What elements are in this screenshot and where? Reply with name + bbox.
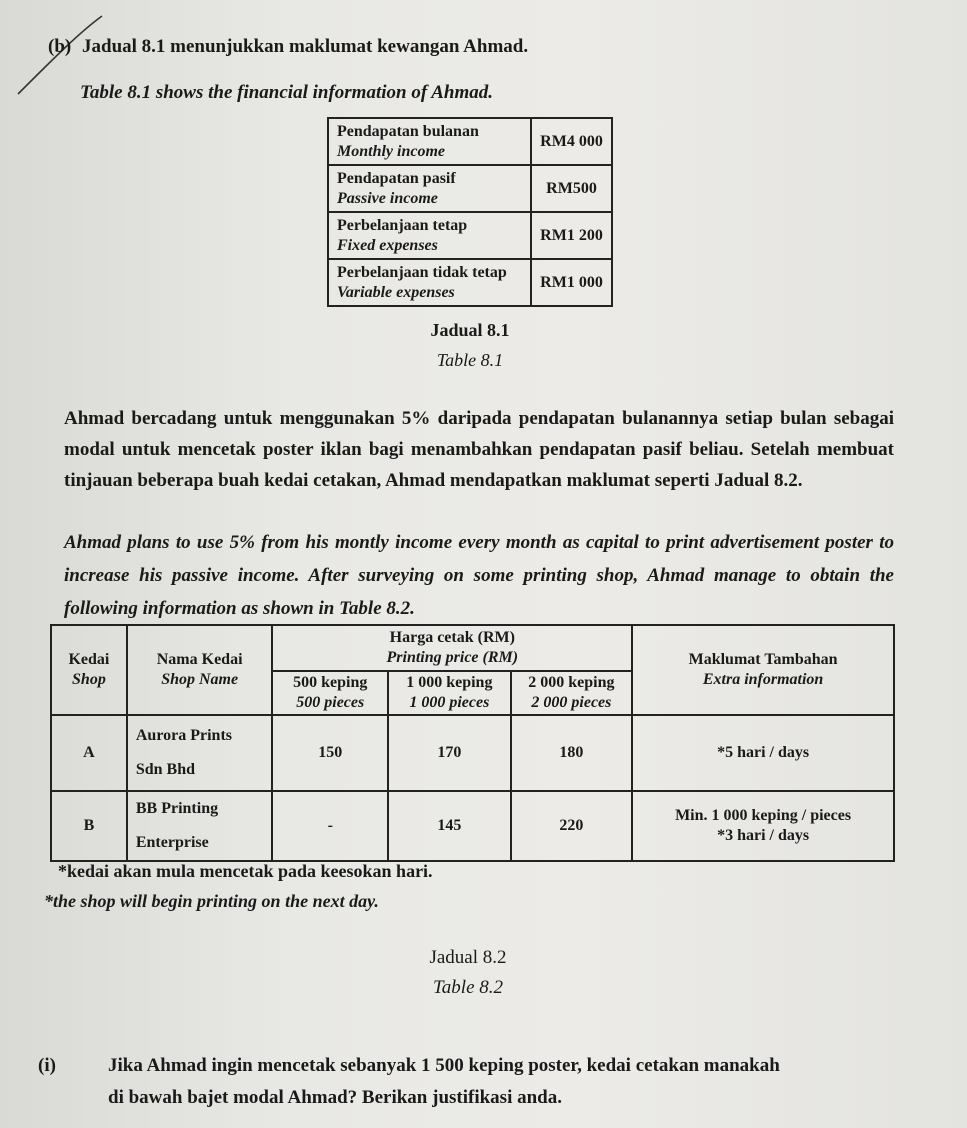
printing-shops-table <box>50 624 895 862</box>
table-row <box>51 791 894 861</box>
header-qty-1000 <box>388 671 511 715</box>
table-row <box>328 212 612 259</box>
subquestion <box>38 1050 918 1114</box>
shop-code: B <box>51 791 127 861</box>
row-value: RM4 000 <box>531 118 612 165</box>
shop-name <box>127 791 273 861</box>
price-2000: 180 <box>511 715 633 791</box>
header-extra-en: Extra information <box>702 671 824 688</box>
price-2000: 220 <box>511 791 633 861</box>
table2-caption-ms: Jadual 8.2 <box>429 947 507 968</box>
header-qty-2000 <box>511 671 633 715</box>
shop-name-line: BB Printing <box>135 800 219 817</box>
row-value: RM500 <box>531 165 612 212</box>
qty-ms: 1 000 keping <box>406 674 493 691</box>
shop-name <box>127 715 273 791</box>
label-en: Fixed expenses <box>337 236 438 254</box>
subquestion-number: (i) <box>38 1055 56 1076</box>
header-qty-500 <box>272 671 388 715</box>
price-500: 150 <box>272 715 388 791</box>
subquestion-line1 <box>38 1050 918 1082</box>
row-value: RM1 000 <box>531 259 612 306</box>
table-row <box>328 165 612 212</box>
header-shop-en: Shop <box>72 671 106 688</box>
header-name-ms: Nama Kedai <box>156 651 243 668</box>
shop-name-line: Enterprise <box>135 834 209 851</box>
price-500: - <box>272 791 388 861</box>
header-name-en: Shop Name <box>161 671 239 688</box>
question-heading-en: Table 8.1 shows the financial information of Ahmad. <box>80 82 493 103</box>
question-heading-ms <box>48 36 528 58</box>
table-row <box>328 118 612 165</box>
row-label <box>328 165 531 212</box>
qty-ms: 500 keping <box>293 674 368 691</box>
footnote-en: *the shop will begin printing on the next day. <box>44 891 379 911</box>
label-en: Monthly income <box>337 142 446 160</box>
header-shop <box>51 625 127 715</box>
heading-text-ms: Jadual 8.1 menunjukkan maklumat kewangan Ahmad. <box>82 36 529 57</box>
label-ms: Pendapatan pasif <box>337 169 456 187</box>
header-price-ms: Harga cetak (RM) <box>389 629 515 646</box>
extra-line: Min. 1 000 keping / pieces <box>675 807 852 824</box>
header-shop-name <box>127 625 273 715</box>
paragraph-en: Ahmad plans to use 5% from his montly income every month as capital to print advertisement poster to increase his passive income. After surveying on some printing shop, Ahmad manage to obtain the following information as shown in Table 8.2. <box>64 532 894 619</box>
header-shop-ms: Kedai <box>68 651 110 668</box>
shop-name-line: Aurora Prints <box>135 727 232 744</box>
extra-line: *3 hari / days <box>717 827 810 844</box>
table1-caption-ms: Jadual 8.1 <box>430 320 510 340</box>
footnote-ms: *kedai akan mula mencetak pada keesokan hari. <box>58 861 433 881</box>
extra-info <box>632 715 894 791</box>
row-label <box>328 259 531 306</box>
extra-info <box>632 791 894 861</box>
shop-code: A <box>51 715 127 791</box>
qty-en: 1 000 pieces <box>409 694 490 711</box>
table-row <box>328 259 612 306</box>
paragraph-ms: Ahmad bercadang untuk menggunakan 5% daripada pendapatan bulanannya setiap bulan sebagai modal untuk mencetak poster iklan bagi menambahkan pendapatan pasif beliau. Setelah membuat tinjauan beberapa buah kedai cetakan, Ahmad mendapatkan maklumat seperti Jadual 8.2. <box>64 408 894 491</box>
qty-en: 2 000 pieces <box>531 694 612 711</box>
price-1000: 170 <box>388 715 511 791</box>
price-1000: 145 <box>388 791 511 861</box>
table1-caption-en: Table 8.1 <box>436 350 504 370</box>
subquestion-text: Jika Ahmad ingin mencetak sebanyak 1 500 keping poster, kedai cetakan manakah <box>108 1055 780 1076</box>
subquestion-line2: di bawah bajet modal Ahmad? Berikan justifikasi anda. <box>108 1087 562 1108</box>
qty-en: 500 pieces <box>296 694 365 711</box>
label-ms: Perbelanjaan tidak tetap <box>337 263 507 281</box>
table-row <box>51 715 894 791</box>
header-extra-ms: Maklumat Tambahan <box>688 651 838 668</box>
row-label <box>328 118 531 165</box>
row-label <box>328 212 531 259</box>
label-en: Variable expenses <box>337 283 455 301</box>
label-en: Passive income <box>337 189 438 207</box>
header-row <box>51 625 894 671</box>
question-number: (b) <box>48 36 72 57</box>
qty-ms: 2 000 keping <box>528 674 615 691</box>
shop-name-line: Sdn Bhd <box>135 761 196 778</box>
label-ms: Perbelanjaan tetap <box>337 216 468 234</box>
label-ms: Pendapatan bulanan <box>337 122 479 140</box>
header-extra <box>632 625 894 715</box>
row-value: RM1 200 <box>531 212 612 259</box>
extra-line: *5 hari / days <box>717 744 810 761</box>
header-price <box>272 625 632 671</box>
table2-caption-en: Table 8.2 <box>432 977 504 998</box>
header-price-en: Printing price (RM) <box>386 649 519 666</box>
financial-info-table <box>327 117 613 307</box>
